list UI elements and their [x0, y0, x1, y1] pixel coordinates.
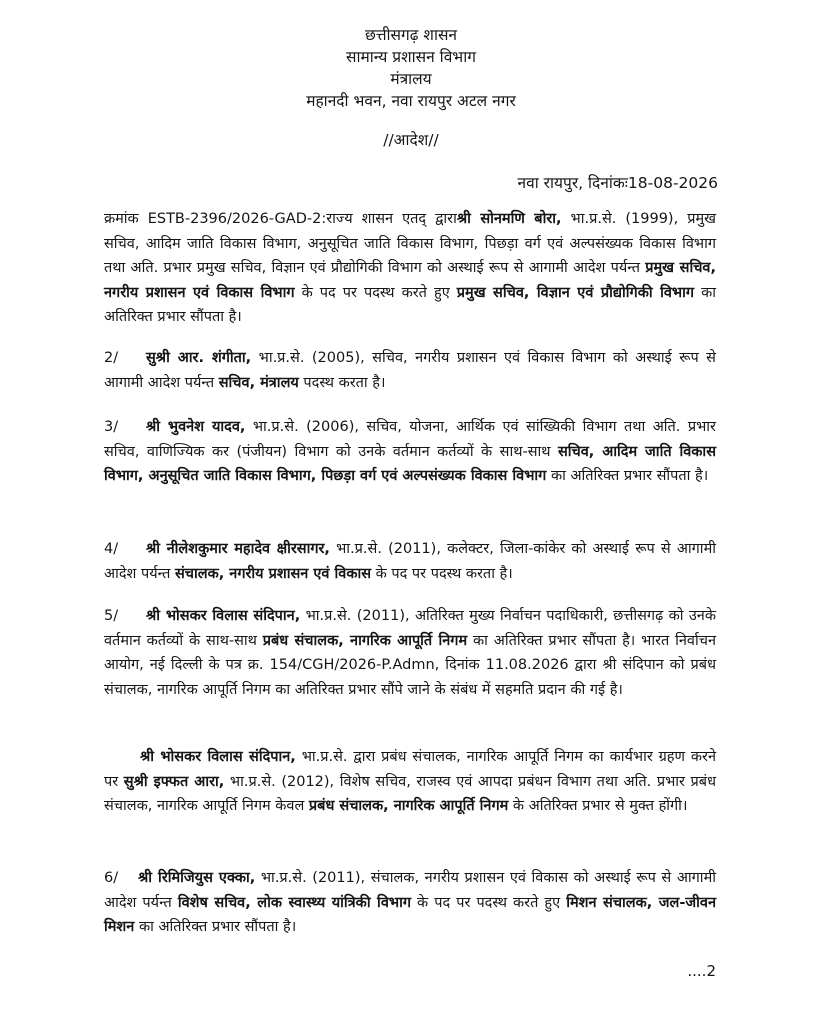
additional-charge: मिशन संचालक, जल-जीवन मिशन — [104, 894, 716, 935]
order-paragraph-4: 4/ श्री नीलेशकुमार महादेव क्षीरसागर, भा.प्र.से. (2011), कलेक्टर, जिला-कांकेर को अस्थाई रूप से आगामी आदेश पर्यन्त संचालक, नगरीय प्रशासन एवं विकास के पद पर पदस्थ करता है। — [104, 537, 716, 586]
order-paragraph-2: 2/ सुश्री आर. शंगीता, भा.प्र.से. (2005), सचिव, नगरीय प्रशासन एवं विकास विभाग को अस्थाई रूप से आगामी आदेश पर्यन्त सचिव, मंत्रालय पदस्थ करता है। — [104, 346, 716, 395]
department-name: सामान्य प्रशासन विभाग — [346, 48, 476, 66]
order-title: //आदेश// — [383, 131, 439, 149]
officer-name: सुश्री आर. शंगीता, — [146, 350, 252, 366]
paragraph-number: 6/ — [104, 870, 119, 886]
officer-name: श्री भुवनेश यादव, — [146, 419, 246, 435]
additional-charge: प्रबंध संचालक, नागरिक आपूर्ति निगम — [262, 632, 468, 649]
order-paragraph-1: क्रमांक ESTB-2396/2026-GAD-2:राज्य शासन एतद् द्वाराश्री सोनमणि बोरा, भा.प्र.से. (1999), प्रमुख सचिव, आदिम जाति विकास विभाग, अनुसूचित जाति विकास विभाग, पिछड़ा वर्ग एवं अल्पसंख्यक विकास विभाग तथा अति. प्रभार प्रमुख सचिव, विज्ञान एवं प्रौद्योगिकी विभाग को अस्थाई रूप से आगामी आदेश पर्यन्त प्रमुख सचिव, नगरीय प्रशासन एवं विकास विभाग के पद पर पदस्थ करते हुए प्रमुख सचिव, विज्ञान एवं प्रौद्योगिकी विभाग का अतिरिक्त प्रभार सौंपता है। — [104, 211, 716, 325]
officer-name: श्री सोनमणि बोरा, — [456, 211, 562, 227]
office-name: मंत्रालय — [390, 70, 432, 88]
new-posting: विशेष सचिव, लोक स्वास्थ्य यांत्रिकी विभाग — [177, 894, 411, 911]
order-paragraph-3: 3/ श्री भुवनेश यादव, भा.प्र.से. (2006), सचिव, योजना, आर्थिक एवं सांख्यिकी विभाग तथा अति. प्रभार सचिव, वाणिज्यिक कर (पंजीयन) विभाग को उनके वर्तमान कर्तव्यों के साथ-साथ सचिव, आदिम जाति विकास विभाग, अनुसूचित जाति विकास विभाग, पिछड़ा वर्ग एवं अल्पसंख्यक विकास विभाग का अतिरिक्त प्रभार सौंपता है। — [104, 415, 716, 489]
order-paragraph-5: 5/ श्री भोसकर विलास संदिपान, भा.प्र.से. (2011), अतिरिक्त मुख्य निर्वाचन पदाधिकारी, छत्तीसगढ़ को उनके वर्तमान कर्तव्यों के साथ-साथ प्रबंध संचालक, नागरिक आपूर्ति निगम का अतिरिक्त प्रभार सौंपता है। भारत निर्वाचन आयोग, नई दिल्ली के पत्र क्र. 154/CGH/2026-P.Admn, दिनांक 11.08.2026 द्वारा श्री संदिपान को प्रबंध संचालक, नागरिक आपूर्ति निगम का अतिरिक्त प्रभार सौंपे जाने के संबंध में सहमति प्रदान की गई है। — [104, 604, 716, 702]
paragraph-number: 4/ — [104, 541, 119, 557]
order-paragraph-6: 6/ श्री रिमिजियुस एक्का, भा.प्र.से. (2011), संचालक, नगरीय प्रशासन एवं विकास को अस्थाई रूप से आगामी आदेश पर्यन्त विशेष सचिव, लोक स्वास्थ्य यांत्रिकी विभाग के पद पर पदस्थ करते हुए मिशन संचालक, जल-जीवन मिशन का अतिरिक्त प्रभार सौंपता है। — [104, 866, 716, 940]
paragraph-number: 2/ — [104, 350, 119, 366]
additional-charge: प्रमुख सचिव, विज्ञान एवं प्रौद्योगिकी विभाग — [456, 284, 695, 301]
officer-name: श्री भोसकर विलास संदिपान, — [140, 749, 296, 765]
office-address: महानदी भवन, नवा रायपुर अटल नगर — [306, 92, 516, 110]
officer-name: श्री रिमिजियुस एक्का, — [138, 870, 256, 886]
relieved-charge: प्रबंध संचालक, नागरिक आपूर्ति निगम — [308, 798, 509, 814]
place-and-date: नवा रायपुर, दिनांकः18-08-2026 — [517, 174, 718, 192]
paragraph-number: 5/ — [104, 608, 119, 624]
new-posting: सचिव, मंत्रालय — [218, 374, 299, 391]
government-name: छत्तीसगढ़ शासन — [364, 26, 458, 44]
order-paragraph-5-continued: श्री भोसकर विलास संदिपान, भा.प्र.से. द्वारा प्रबंध संचालक, नागरिक आपूर्ति निगम का कार्यभार ग्रहण करने पर सुश्री इफ्फत आरा, भा.प्र.से. (2012), विशेष सचिव, राजस्व एवं आपदा प्रबंधन विभाग तथा अति. प्रभार प्रबंध संचालक, नागरिक आपूर्ति निगम केवल प्रबंध संचालक, नागरिक आपूर्ति निगम के अतिरिक्त प्रभार से मुक्त होंगी। — [104, 749, 717, 814]
paragraph-number: 3/ — [104, 419, 119, 435]
officer-name-2: सुश्री इफ्फत आरा, — [123, 773, 225, 790]
officer-name: श्री नीलेशकुमार महादेव क्षीरसागर, — [146, 541, 330, 557]
additional-charge: सचिव, आदिम जाति विकास विभाग, अनुसूचित जाति विकास विभाग, पिछड़ा वर्ग एवं अल्पसंख्यक विकास विभाग — [104, 443, 716, 484]
letterhead — [0, 24, 822, 112]
new-posting: संचालक, नगरीय प्रशासन एवं विकास — [174, 565, 372, 582]
page-continuation-marker: ....2 — [687, 962, 716, 980]
officer-name: श्री भोसकर विलास संदिपान, — [146, 608, 301, 624]
new-posting: प्रमुख सचिव, नगरीय प्रशासन एवं विकास विभाग — [104, 260, 716, 301]
